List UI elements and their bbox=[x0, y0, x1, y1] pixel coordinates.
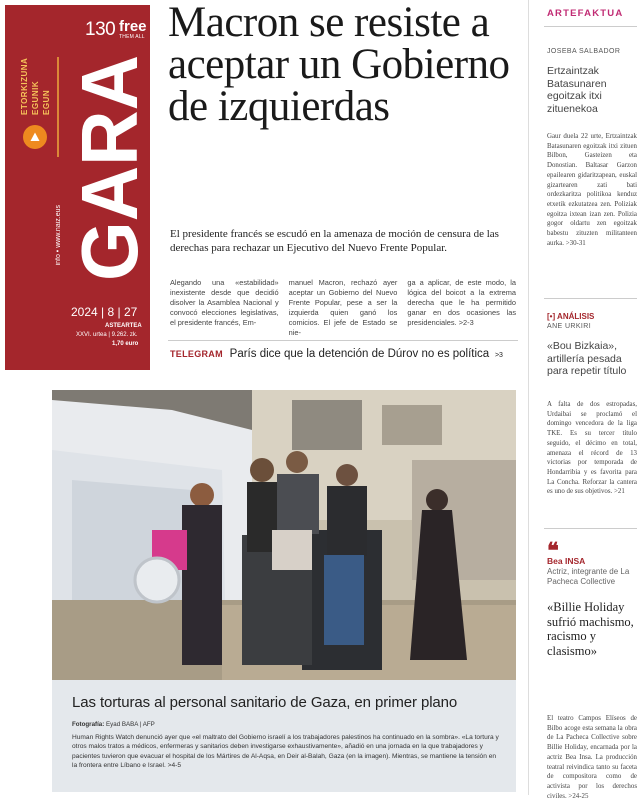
issue-date: 2024 | 8 | 27 bbox=[71, 305, 138, 319]
analysis-kicker: [•] ANÁLISIS bbox=[547, 312, 595, 321]
free-label: free bbox=[119, 18, 147, 35]
masthead bbox=[5, 5, 154, 370]
section-label: ARTEFAKTUA bbox=[547, 8, 624, 19]
telegram-text: París dice que la detención de Dúrov no es política bbox=[229, 348, 490, 360]
quote-icon: ❝ bbox=[547, 538, 559, 563]
photo-caption-body: Human Rights Watch denunció ayer que «el maltrato del Gobierno israelí a los trabajadores palestinos ha continuado en la sombra». «La tortura y otros malos tratos a médicos, enfermeras y sanitarios deben investigarse exhaustivamente», añadió en una jornada en la que trabajadores y pacientes tuvieron que evacuar el hospital de los Mártires de Al-Aqsa, en Deir al-Balah, Gaza (en la imagen). Mientras, se mantiene la tensión en la frontera entre Líbano e Israel. >4-5 bbox=[72, 734, 499, 769]
interviewee-name: Bea INSA bbox=[547, 556, 586, 566]
telegram-teaser[interactable] bbox=[170, 348, 520, 360]
issue-number: XXVI. urtea | 9.262. zk. bbox=[76, 332, 138, 338]
news-photo bbox=[52, 390, 516, 680]
weekday-block bbox=[20, 55, 50, 165]
lead-column-1: Alegando una «estabilidad» inexistente desde que decidió disolver la Asamblea Nacional y convocó elecciones legislativas, el presidente francés, Em- bbox=[170, 278, 279, 327]
lead-standfirst: El presidente francés se escudó en la amenaza de moción de censura de las derechas para rechazar un Ejecutivo del Nuevo Frente Popular. bbox=[170, 228, 499, 254]
photo-caption-box bbox=[52, 680, 516, 792]
masthead-divider bbox=[57, 57, 59, 157]
article1-author: JOSEBA SALBADOR bbox=[547, 48, 621, 55]
interviewee-role: Actriz, integrante de La Pacheca Collective bbox=[547, 567, 630, 586]
photo-credit-label: Fotografía: bbox=[72, 721, 105, 728]
divider bbox=[544, 298, 637, 299]
article2-headline[interactable]: «Bou Bizkaia», artillería pesada para repetir título bbox=[547, 340, 627, 377]
page-count: 130 bbox=[85, 19, 116, 40]
right-column bbox=[537, 0, 637, 800]
weekday-line-2: EGUNIK bbox=[30, 80, 40, 115]
article2-author: ANE URKIRI bbox=[547, 323, 592, 330]
lead-column-3: ga a aplicar, de este modo, la lógica del boicot a la extrema derecha que le ha permitido ganar en dos ocasiones las presidenciales. >2-3 bbox=[407, 278, 517, 327]
column-rule bbox=[528, 0, 529, 795]
photo-credit-name: Eyad BABA | AFP bbox=[106, 721, 155, 728]
website-url[interactable]: info • www.naiz.eus bbox=[55, 205, 62, 266]
weekday-line-1: ETORKIZUNA bbox=[19, 57, 29, 115]
lead-body bbox=[170, 278, 516, 338]
divider bbox=[168, 340, 518, 341]
telegram-tag: TELEGRAM bbox=[170, 349, 223, 359]
photo-caption-headline[interactable]: Las torturas al personal sanitario de Gaza, en primer plano bbox=[72, 694, 458, 711]
article1-body: Gaur duela 22 urte, Ertzaintzak Batasunaren egoitzak itxi zituen Bilbon, Gasteizen eta Donostian. Baltasar Garzon epailearen gidaritzapean, euskal gizartearen zati bati ordezkaritza politikoa kenduz etxetik ezkutatzea zen. Poliziak egoitza ixtean izan zen. Polizia gogor oldartu zen egoitzak babestu zituzten militanteen aurka. >30-31 bbox=[547, 133, 637, 247]
weekday-line-3: EGUN bbox=[41, 89, 51, 115]
divider bbox=[544, 528, 637, 529]
photo-credit bbox=[72, 721, 155, 728]
article1-headline[interactable]: Ertzaintzak Batasunaren egoitzak itxi zituenekoa bbox=[547, 65, 607, 115]
lead-headline[interactable]: Macron se resiste a aceptar un Gobierno de izquierdas bbox=[168, 0, 510, 130]
lead-column-2: manuel Macron, rechazó ayer aceptar un Gobierno del Nuevo Frente Popular, pese a ser la izquierda quien ganó los comicios. El jefe de Estado se nie- bbox=[288, 278, 398, 337]
article2-body: A falta de dos estropadas, Urdaibai se proclamó el domingo vencedora de la liga TKE. Es su tercer título seguido, el décimo en total, amenaza el récord de 13 victorias por temporada de Hondarribia y es favorita para La Concha. Reforzar la cantera es uno de sus objetivos. >21 bbox=[547, 401, 637, 496]
article3-body: El teatro Campos Elíseos de Bilbo acoge esta semana la obra de La Pacheca Collective sobre Billie Holiday, encarnada por la actriz Bea Insa. La producción teatral reivindica tanto su faceta de compositora como de activista por los derechos civiles. >24-25 bbox=[547, 715, 637, 800]
free-sub-label: THEM ALL bbox=[119, 34, 145, 40]
gara-logo bbox=[65, 45, 154, 283]
section-rule bbox=[544, 26, 637, 27]
play-triangle-icon bbox=[23, 125, 47, 149]
svg-text:GARA: GARA bbox=[65, 45, 154, 281]
day-name: ASTEARTEA bbox=[105, 323, 142, 329]
interview-quote[interactable]: «Billie Holiday sufrió machismo, racismo y clasismo» bbox=[547, 600, 634, 658]
cover-price: 1,70 euro bbox=[112, 341, 139, 347]
telegram-page-ref: >3 bbox=[494, 352, 503, 359]
